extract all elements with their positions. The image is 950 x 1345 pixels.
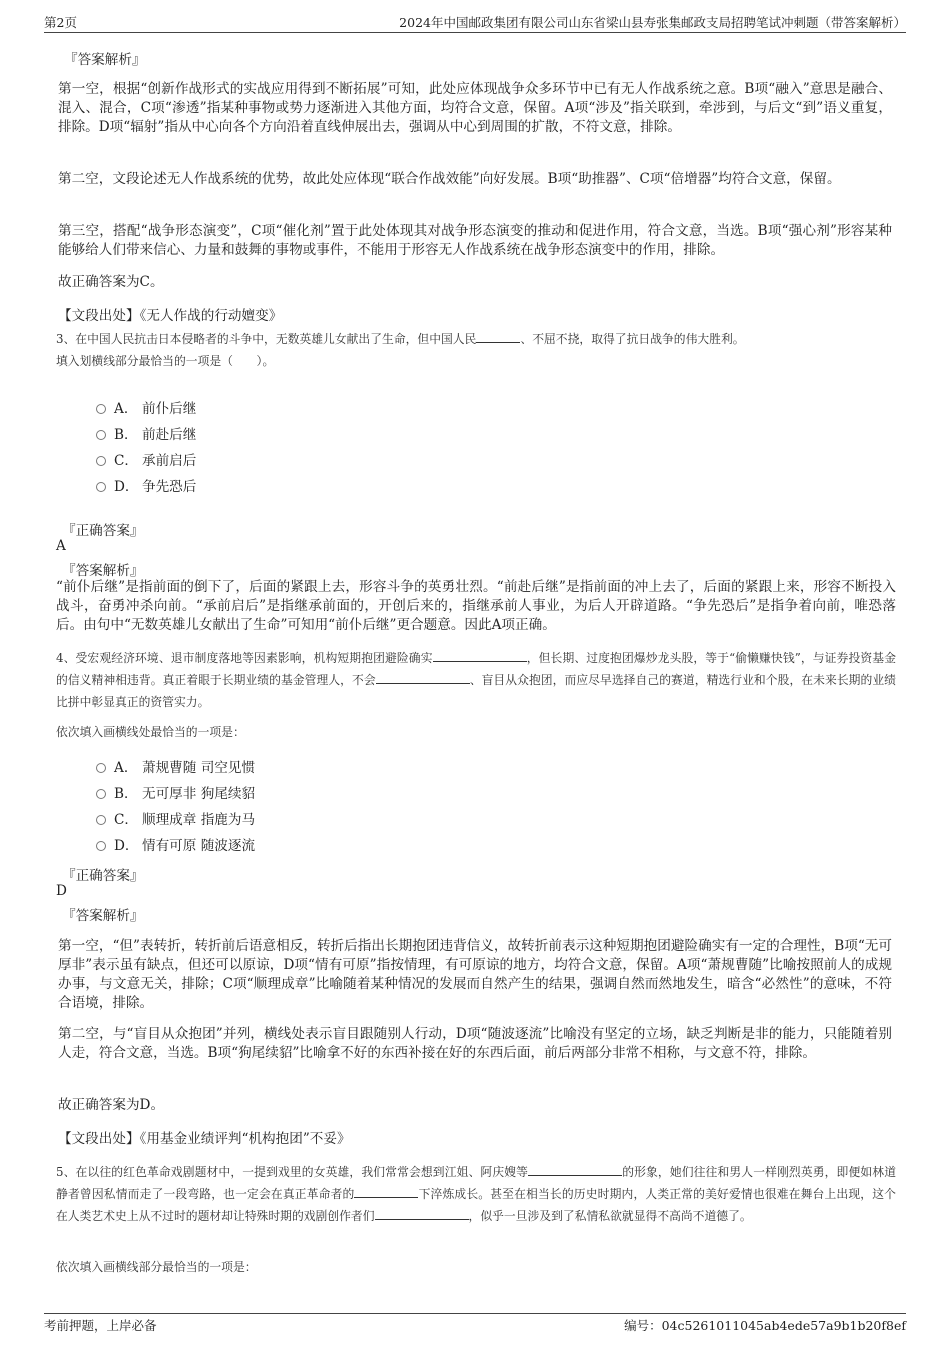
q4-prompt: 依次填入画横线处最恰当的一项是： xyxy=(56,725,245,739)
q3-option-a[interactable]: A． 前仆后继 xyxy=(96,399,196,419)
q2-conclusion: 故正确答案为C。 xyxy=(58,274,164,290)
q4-answer: D xyxy=(56,883,67,899)
q4-blank-2 xyxy=(376,670,470,684)
q2-explanation-p2: 第二空，文段论述无人作战系统的优势，故此处应体现“联合作战效能”向好发展。B项“助推器”、C项“倍增器”均符合文意，保留。 xyxy=(58,171,841,187)
q3-option-d[interactable]: D． 争先恐后 xyxy=(96,477,196,497)
radio-icon[interactable] xyxy=(96,789,106,799)
radio-icon[interactable] xyxy=(96,763,106,773)
q4-option-a[interactable]: A． 萧规曹随 司空见惯 xyxy=(96,758,255,778)
q4-blank-1 xyxy=(433,648,527,662)
q4-option-d[interactable]: D． 情有可原 随波逐流 xyxy=(96,836,255,856)
footer-slogan: 考前押题，上岸必备 xyxy=(44,1318,157,1333)
document-id: 编号：04c5261011045ab4ede57a9b1b20f8ef xyxy=(624,1318,906,1333)
q2-explanation-p1: 第一空，根据“创新作战形式的实战应用得到不断拓展”可知，此处应体现战争众多环节中已有无人作战系统之意。B项“融入”意思是融合、混入、混合，C项“渗透”指某种事物或势力逐渐进入其他方面，均符合文意，保留。A项“涉及”指关联到，牵涉到，与后文“到”语义重复，排除。D项“辐射”指从中心向各个方向沿着直线伸展出去，强调从中心到周围的扩散，不符文意，排除。 xyxy=(58,81,892,135)
q4-explanation-p2: 第二空，与“盲目从众抱团”并列，横线处表示盲目跟随别人行动，D项“随波逐流”比喻没有坚定的立场，缺乏判断是非的能力，只能随着别人走，符合文意，当选。B项“狗尾续貂”比喻拿不好的东西补接在好的东西后面，前后两部分非常不相称，与文意不符，排除。 xyxy=(58,1026,892,1061)
q4-option-c[interactable]: C． 顺理成章 指鹿为马 xyxy=(96,810,255,830)
q4-conclusion: 故正确答案为D。 xyxy=(58,1097,165,1113)
radio-icon[interactable] xyxy=(96,404,106,414)
q4-stem: 4、受宏观经济环境、退市制度落地等因素影响，机构短期抱团避险确实 ，但长期、过度抱团爆炒龙头股，等于“偷懒赚快钱”，与证券投资基金的信义精神相违背。真正着眼于长期业绩的基金管理人，不会 、盲目从众抱团，而应尽早选择自己的赛道，精选行业和个股，在未来长期的业绩比拼中彰显真正的资管实力。 xyxy=(56,647,896,713)
radio-icon[interactable] xyxy=(96,456,106,466)
q2-source: 【文段出处】《无人作战的行动嬗变》 xyxy=(58,308,283,324)
page-header xyxy=(44,10,906,33)
q3-prompt: 填入划横线部分最恰当的一项是（ ）。 xyxy=(56,354,275,368)
q3-explanation: “前仆后继”是指前面的倒下了，后面的紧跟上去，形容斗争的英勇壮烈。“前赴后继”是指前面的冲上去了，后面的紧跟上来，形容不断投入战斗，奋勇冲杀向前。“承前启后”是指继承前面的，开创后来的，指继承前人事业，为后人开辟道路。“争先恐后”是指争着向前，唯恐落后。由句中“无数英雄儿女献出了生命”可知用“前仆后继”更合题意。因此A项正确。 xyxy=(56,579,896,633)
q4-explanation-label: 『答案解析』 xyxy=(62,908,144,924)
q5-blank-3 xyxy=(375,1206,469,1220)
q3-option-c[interactable]: C． 承前启后 xyxy=(96,451,196,471)
q3-answer: A xyxy=(56,538,66,554)
q4-option-b[interactable]: B． 无可厚非 狗尾续貂 xyxy=(96,784,255,804)
q3-explanation-label: 『答案解析』 xyxy=(62,563,144,579)
page-number: 第2页 xyxy=(44,15,77,30)
page-footer xyxy=(44,1313,906,1336)
document-title: 2024年中国邮政集团有限公司山东省梁山县寿张集邮政支局招聘笔试冲刺题（带答案解析） xyxy=(399,15,906,30)
radio-icon[interactable] xyxy=(96,815,106,825)
q2-explanation-label: 『答案解析』 xyxy=(64,52,146,68)
q4-explanation-p1: 第一空，“但”表转折，转折前后语意相反，转折后指出长期抱团违背信义，故转折前表示这种短期抱团避险确实有一定的合理性，B项“无可厚非”表示虽有缺点，但还可以原谅，D项“情有可原”指按情理，有可原谅的地方，均符合文意，保留。A项“萧规曹随”比喻按照前人的成规办事，与文意无关，排除；C项“顺理成章”比喻随着某种情况的发展而自然产生的结果，强调自然而然地发生，暗含“必然性”的意味，不符合语境，排除。 xyxy=(58,938,892,1011)
q3-stem xyxy=(56,328,896,372)
q3-blank xyxy=(476,329,520,343)
radio-icon[interactable] xyxy=(96,841,106,851)
q4-source: 【文段出处】《用基金业绩评判“机构抱团”不妥》 xyxy=(58,1131,351,1147)
q5-blank-2 xyxy=(354,1184,418,1198)
q3-stem-part-b: 、不屈不挠，取得了抗日战争的伟大胜利。 xyxy=(520,332,745,346)
q5-blank-1 xyxy=(528,1162,622,1176)
q3-stem-part-a: 3、在中国人民抗击日本侵略者的斗争中，无数英雄儿女献出了生命，但中国人民 xyxy=(56,332,477,346)
q5-prompt: 依次填入画横线部分最恰当的一项是： xyxy=(56,1260,257,1274)
q3-answer-label: 『正确答案』 xyxy=(62,523,144,539)
q4-answer-label: 『正确答案』 xyxy=(62,868,144,884)
q2-explanation-p3: 第三空，搭配“战争形态演变”，C项“催化剂”置于此处体现其对战争形态演变的推动和促进作用，符合文意，当选。B项“强心剂”形容某种能够给人们带来信心、力量和鼓舞的事物或事件，不能用于形容无人作战系统在战争形态演变中的作用，排除。 xyxy=(58,223,892,258)
radio-icon[interactable] xyxy=(96,482,106,492)
q3-option-b[interactable]: B． 前赴后继 xyxy=(96,425,196,445)
q5-stem: 5、在以往的红色革命戏剧题材中，一提到戏里的女英雄，我们常常会想到江姐、阿庆嫂等 的形象，她们往往和男人一样刚烈英勇，即便如林道静者曾因私情而走了一段弯路，也一定会在真正革命者的 下淬炼成长。甚至在相当长的历史时期内，人类正常的美好爱情也很难在舞台上出现，这个在人类艺术史上从不过时的题材却让特殊时期的戏剧创作者们 ，似乎一旦涉及到了私情私欲就显得不高尚不道德了。 xyxy=(56,1161,896,1227)
radio-icon[interactable] xyxy=(96,430,106,440)
